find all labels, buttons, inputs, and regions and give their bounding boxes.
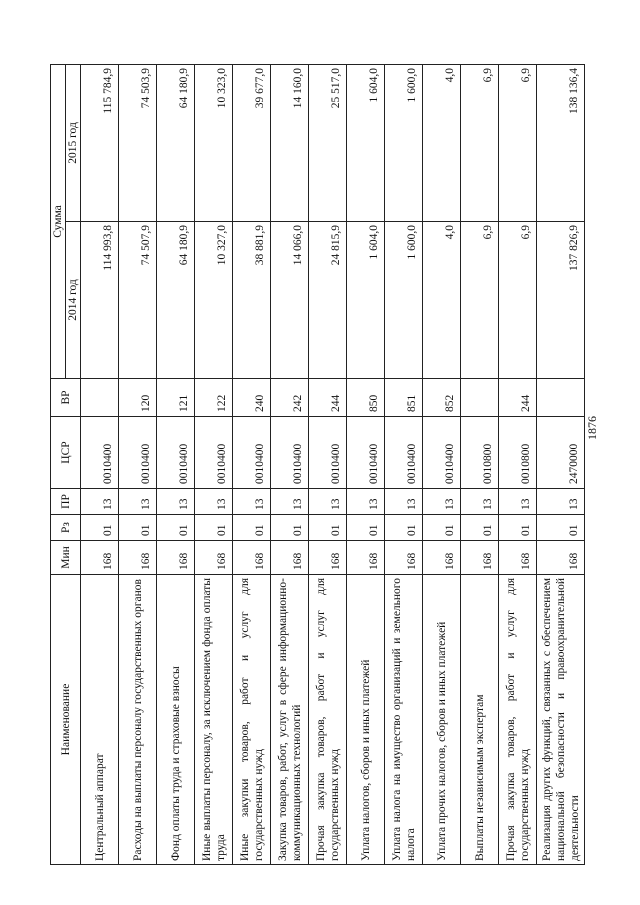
row-min: 168 [157, 541, 195, 575]
row-min: 168 [499, 541, 537, 575]
row-pr: 13 [309, 489, 347, 515]
row-name: Расходы на выплаты персоналу государственных органов [119, 575, 157, 865]
row-rz: 01 [81, 515, 119, 541]
row-name: Реализация других функций, связанных с обеспечением национальной безопасности и правоохранительной деятельности [537, 575, 585, 865]
row-name: Уплата прочих налогов, сборов и иных платежей [423, 575, 461, 865]
table-row [423, 64, 461, 864]
row-min: 168 [195, 541, 233, 575]
row-csr: 0010400 [309, 417, 347, 489]
row-pr: 13 [119, 489, 157, 515]
row-sum-2015: 1 600,0 [385, 64, 423, 221]
row-pr: 13 [461, 489, 499, 515]
row-sum-2015: 1 604,0 [347, 64, 385, 221]
table-row [233, 64, 271, 864]
row-sum-2014: 74 507,9 [119, 222, 157, 379]
header-2014: 2014 год [66, 222, 81, 379]
header-rz: Рз [51, 515, 81, 541]
row-rz: 01 [461, 515, 499, 541]
row-min: 168 [537, 541, 585, 575]
row-csr: 0010400 [385, 417, 423, 489]
header-sum: Сумма [51, 64, 66, 378]
table-row [81, 64, 119, 864]
row-name: Иные закупки товаров, работ и услуг для государственных нужд [233, 575, 271, 865]
row-sum-2015: 25 517,0 [309, 64, 347, 221]
row-sum-2014: 114 993,8 [81, 222, 119, 379]
row-vr [81, 379, 119, 417]
table-row [499, 64, 537, 864]
row-name: Уплата налога на имущество организаций и земельного налога [385, 575, 423, 865]
row-sum-2015: 39 677,0 [233, 64, 271, 221]
row-sum-2014: 14 066,0 [271, 222, 309, 379]
row-csr: 0010400 [119, 417, 157, 489]
row-rz: 01 [233, 515, 271, 541]
row-sum-2014: 4,0 [423, 222, 461, 379]
row-csr: 0010400 [271, 417, 309, 489]
row-min: 168 [461, 541, 499, 575]
table-row [309, 64, 347, 864]
page-number: 1876 [585, 416, 599, 440]
row-pr: 13 [195, 489, 233, 515]
row-sum-2015: 138 136,4 [537, 64, 585, 221]
row-min: 168 [309, 541, 347, 575]
table-row [537, 64, 585, 864]
row-csr: 0010400 [233, 417, 271, 489]
row-vr: 120 [119, 379, 157, 417]
row-vr [537, 379, 585, 417]
row-csr: 0010400 [195, 417, 233, 489]
row-sum-2014: 6,9 [499, 222, 537, 379]
row-name: Выплаты независимым экспертам [461, 575, 499, 865]
table-row [347, 64, 385, 864]
row-csr: 2470000 [537, 417, 585, 489]
table-row [461, 64, 499, 864]
row-csr: 0010400 [423, 417, 461, 489]
row-pr: 13 [347, 489, 385, 515]
header-min: Мин [51, 541, 81, 575]
row-vr: 240 [233, 379, 271, 417]
table-row [385, 64, 423, 864]
row-sum-2015: 6,9 [499, 64, 537, 221]
row-csr: 0010800 [499, 417, 537, 489]
row-rz: 01 [271, 515, 309, 541]
row-sum-2015: 4,0 [423, 64, 461, 221]
row-vr: 852 [423, 379, 461, 417]
row-sum-2014: 24 815,9 [309, 222, 347, 379]
row-name: Закупка товаров, работ, услуг в сфере информационно-коммуникационных технологий [271, 575, 309, 865]
row-rz: 01 [499, 515, 537, 541]
row-sum-2015: 6,9 [461, 64, 499, 221]
row-vr: 242 [271, 379, 309, 417]
row-name: Прочая закупка товаров, работ и услуг для государственных нужд [309, 575, 347, 865]
row-name: Центральный аппарат [81, 575, 119, 865]
row-name: Иные выплаты персоналу, за исключением фонда оплаты труда [195, 575, 233, 865]
row-sum-2014: 1 600,0 [385, 222, 423, 379]
row-vr: 851 [385, 379, 423, 417]
row-rz: 01 [119, 515, 157, 541]
header-name: Наименование [51, 575, 81, 865]
row-csr: 0010400 [157, 417, 195, 489]
row-sum-2014: 64 180,9 [157, 222, 195, 379]
header-csr: ЦСР [51, 417, 81, 489]
row-sum-2014: 6,9 [461, 222, 499, 379]
row-pr: 13 [423, 489, 461, 515]
table-row [195, 64, 233, 864]
row-sum-2014: 137 826,9 [537, 222, 585, 379]
row-min: 168 [233, 541, 271, 575]
row-rz: 01 [157, 515, 195, 541]
row-pr: 13 [499, 489, 537, 515]
row-rz: 01 [423, 515, 461, 541]
row-rz: 01 [195, 515, 233, 541]
row-sum-2014: 38 881,9 [233, 222, 271, 379]
row-vr: 244 [309, 379, 347, 417]
row-pr: 13 [385, 489, 423, 515]
row-min: 168 [119, 541, 157, 575]
row-sum-2014: 10 327,0 [195, 222, 233, 379]
row-sum-2015: 74 503,9 [119, 64, 157, 221]
row-vr [461, 379, 499, 417]
row-pr: 13 [537, 489, 585, 515]
row-min: 168 [385, 541, 423, 575]
row-csr: 0010400 [347, 417, 385, 489]
row-rz: 01 [385, 515, 423, 541]
header-pr: ПР [51, 489, 81, 515]
row-min: 168 [347, 541, 385, 575]
budget-table [50, 64, 585, 865]
row-vr: 244 [499, 379, 537, 417]
row-min: 168 [81, 541, 119, 575]
row-pr: 13 [81, 489, 119, 515]
row-name: Фонд оплаты труда и страховые взносы [157, 575, 195, 865]
table-row [157, 64, 195, 864]
row-pr: 13 [233, 489, 271, 515]
row-sum-2015: 115 784,9 [81, 64, 119, 221]
header-vr: ВР [51, 379, 81, 417]
row-vr: 122 [195, 379, 233, 417]
row-vr: 850 [347, 379, 385, 417]
row-pr: 13 [271, 489, 309, 515]
row-name: Уплата налогов, сборов и иных платежей [347, 575, 385, 865]
row-sum-2014: 1 604,0 [347, 222, 385, 379]
row-rz: 01 [537, 515, 585, 541]
row-pr: 13 [157, 489, 195, 515]
row-min: 168 [423, 541, 461, 575]
row-vr: 121 [157, 379, 195, 417]
row-csr: 0010400 [81, 417, 119, 489]
row-csr: 0010800 [461, 417, 499, 489]
table-header [51, 64, 81, 864]
row-sum-2015: 64 180,9 [157, 64, 195, 221]
row-name: Прочая закупка товаров, работ и услуг для государственных нужд [499, 575, 537, 865]
row-rz: 01 [347, 515, 385, 541]
table-row [271, 64, 309, 864]
table-body [81, 64, 585, 864]
row-rz: 01 [309, 515, 347, 541]
row-min: 168 [271, 541, 309, 575]
header-2015: 2015 год [66, 64, 81, 221]
row-sum-2015: 10 323,0 [195, 64, 233, 221]
rotated-table-wrapper [50, 65, 590, 865]
table-row [119, 64, 157, 864]
row-sum-2015: 14 160,0 [271, 64, 309, 221]
